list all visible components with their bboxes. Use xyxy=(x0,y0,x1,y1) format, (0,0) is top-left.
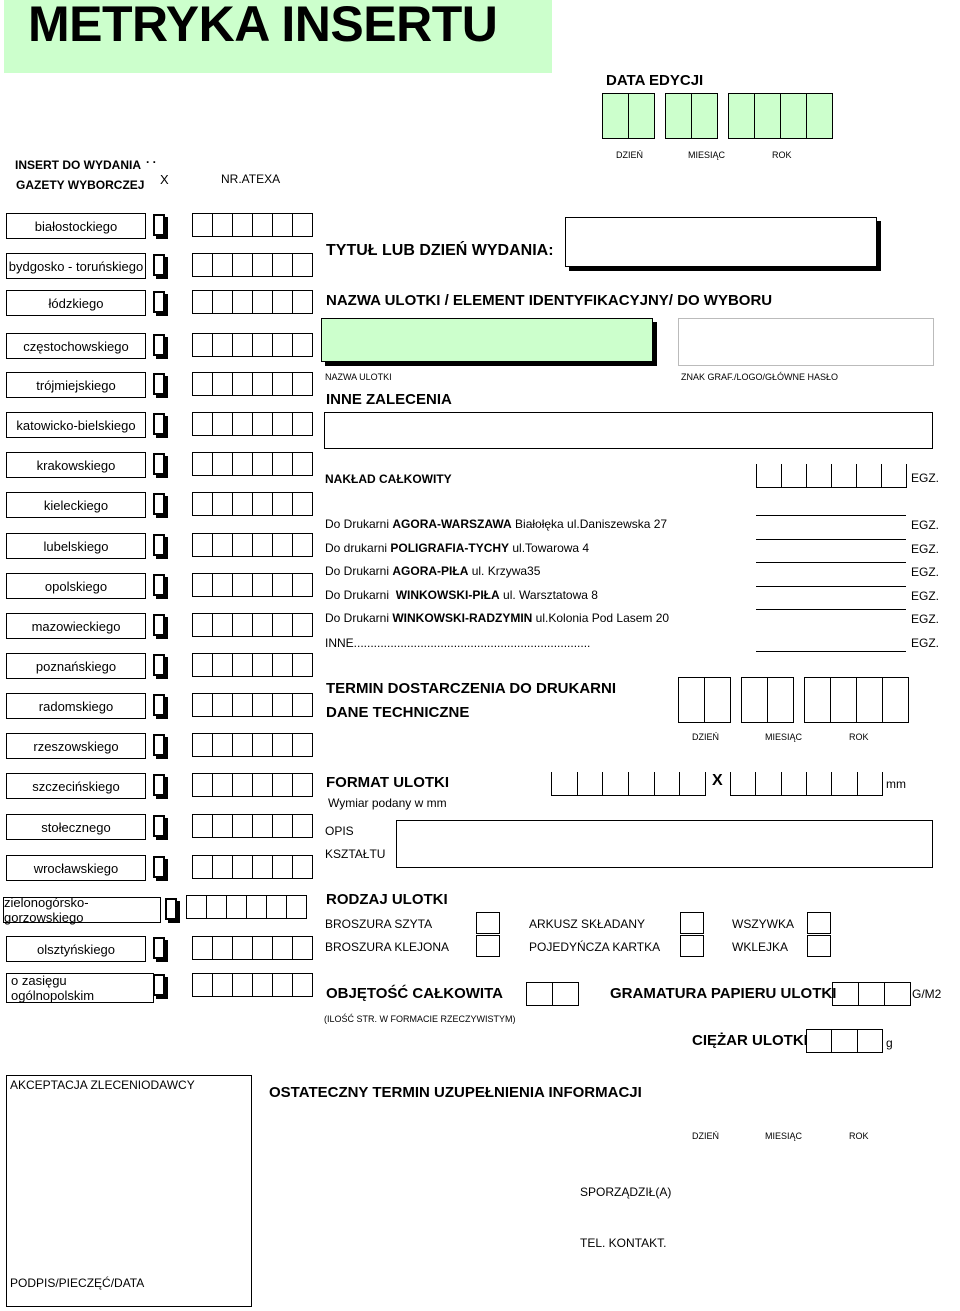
region-quantity-cells[interactable] xyxy=(192,733,312,757)
dane-tech-label: DANE TECHNICZNE xyxy=(326,704,470,721)
termin-year-label: ROK xyxy=(849,732,869,742)
region-label: kieleckiego xyxy=(6,492,146,518)
region-quantity-cells[interactable] xyxy=(192,613,312,637)
opis-label: OPIS xyxy=(325,824,354,838)
naklad-label: NAKŁAD CAŁKOWITY xyxy=(325,472,452,486)
printer-row xyxy=(325,564,540,578)
printer-quantity-field[interactable] xyxy=(756,539,906,540)
region-label: o zasięgu ogólnopolskim xyxy=(6,973,154,1003)
checkbox-wszywka[interactable] xyxy=(807,912,831,934)
region-quantity-cells[interactable] xyxy=(192,253,312,277)
termin-month-label: MIESIĄC xyxy=(765,732,803,742)
ciezar-field[interactable] xyxy=(806,1029,882,1053)
opt-pojedyncza: POJEDYŃCZA KARTKA xyxy=(529,940,661,954)
region-checkbox[interactable] xyxy=(153,654,165,676)
ost-day-label: DZIEŃ xyxy=(692,1131,719,1141)
region-quantity-cells[interactable] xyxy=(192,973,312,997)
region-quantity-cells[interactable] xyxy=(192,814,312,838)
checkbox-wklejka[interactable] xyxy=(807,935,831,957)
printer-quantity-field[interactable] xyxy=(756,562,906,563)
inne-label: INNE....................................................................... xyxy=(325,636,591,650)
printer-name: POLIGRAFIA-TYCHY xyxy=(390,541,510,555)
ostateczny-label: OSTATECZNY TERMIN UZUPEŁNIENIA INFORMACJI xyxy=(269,1084,642,1101)
region-checkbox[interactable] xyxy=(153,453,165,475)
year-label: ROK xyxy=(772,150,792,160)
printer-name: AGORA-PIŁA xyxy=(392,564,469,578)
printer-prefix: Do Drukarni xyxy=(325,588,396,602)
naklad-egz: EGZ. xyxy=(911,471,940,485)
opt-wklejka: WKLEJKA xyxy=(732,940,789,954)
ost-year-label: ROK xyxy=(849,1131,869,1141)
ost-month-label: MIESIĄC xyxy=(765,1131,803,1141)
printer-name: WINKOWSKI-RADZYMIN xyxy=(392,611,533,625)
printer-row xyxy=(325,541,589,555)
region-quantity-cells[interactable] xyxy=(192,533,312,557)
printer-address: ul.Kolonia Pod Lasem 20 xyxy=(532,611,670,625)
printer-prefix: Do Drukarni xyxy=(325,517,393,531)
region-quantity-cells[interactable] xyxy=(192,492,312,516)
region-checkbox[interactable] xyxy=(153,334,165,356)
znak-graf-label: ZNAK GRAF./LOGO/GŁÓWNE HASŁO xyxy=(681,372,839,382)
region-checkbox[interactable] xyxy=(165,898,177,920)
tel-label: TEL. KONTAKT. xyxy=(580,1236,667,1250)
printer-address: Białołęka ul.Daniszewska 27 xyxy=(511,517,668,531)
sporzadzil-label: SPORZĄDZIŁ(A) xyxy=(580,1185,672,1199)
region-quantity-cells[interactable] xyxy=(192,213,312,237)
region-label: wrocławskiego xyxy=(6,855,146,881)
printer-address: ul. Krzywa35 xyxy=(468,564,541,578)
format-x: X xyxy=(712,772,723,789)
printer-name: WINKOWSKI-PIŁA xyxy=(395,588,500,602)
inne-zalecenia-field[interactable] xyxy=(324,412,933,449)
region-checkbox[interactable] xyxy=(153,856,165,878)
region-label: zielonogórsko-gorzowskiego xyxy=(3,897,161,923)
region-quantity-cells[interactable] xyxy=(192,693,312,717)
region-label: katowicko-bielskiego xyxy=(6,412,146,438)
region-label: rzeszowskiego xyxy=(6,733,146,759)
naklad-field[interactable] xyxy=(756,464,906,488)
g-label: g xyxy=(886,1036,893,1050)
region-quantity-cells[interactable] xyxy=(192,372,312,396)
printer-prefix: Do drukarni xyxy=(325,541,391,555)
region-label: poznańskiego xyxy=(6,653,146,679)
printer-row xyxy=(325,611,669,625)
termin-day-label: DZIEŃ xyxy=(692,732,719,742)
region-label: krakowskiego xyxy=(6,452,146,478)
opt-broszura-klejona: BROSZURA KLEJONA xyxy=(325,940,450,954)
region-quantity-cells[interactable] xyxy=(192,653,312,677)
region-label: trójmiejskiego xyxy=(6,372,146,398)
printer-prefix: Do Drukarni xyxy=(325,611,393,625)
ksztaltu-label: KSZTAŁTU xyxy=(325,847,386,861)
checkbox-broszura-szyta[interactable] xyxy=(476,912,500,934)
region-label: radomskiego xyxy=(6,693,146,719)
akceptacja-box[interactable] xyxy=(6,1075,252,1307)
region-quantity-cells[interactable] xyxy=(192,773,312,797)
nazwa-ulotki-label: NAZWA ULOTKI xyxy=(325,372,392,382)
printer-quantity-field[interactable] xyxy=(756,586,906,587)
printer-egz: EGZ. xyxy=(911,542,940,556)
region-checkbox[interactable] xyxy=(153,373,165,395)
tytul-field[interactable] xyxy=(565,217,877,267)
nazwa-ulotki-header: NAZWA ULOTKI / ELEMENT IDENTYFIKACYJNY/ DO WYBORU xyxy=(326,292,773,309)
region-checkbox[interactable] xyxy=(153,614,165,636)
region-label: lubelskiego xyxy=(6,533,146,559)
checkbox-broszura-klejona[interactable] xyxy=(476,935,500,957)
day-label: DZIEŃ xyxy=(616,150,643,160)
inne-field[interactable] xyxy=(756,651,906,652)
region-label: stołecznego xyxy=(6,814,146,840)
region-quantity-cells[interactable] xyxy=(192,936,312,960)
gramatura-label: GRAMATURA PAPIERU ULOTKI xyxy=(610,985,837,1002)
region-quantity-cells[interactable] xyxy=(192,573,312,597)
region-checkbox[interactable] xyxy=(153,493,165,515)
region-checkbox[interactable] xyxy=(153,214,165,236)
akceptacja-label: AKCEPTACJA ZLECENIODAWCY xyxy=(10,1078,195,1092)
region-label: bydgosko - toruńskiego xyxy=(6,253,146,279)
printer-row xyxy=(325,517,667,531)
printer-row xyxy=(325,588,598,602)
page-title: METRYKA INSERTU xyxy=(28,0,498,52)
printer-egz: EGZ. xyxy=(911,518,940,532)
region-checkbox[interactable] xyxy=(153,774,165,796)
wymiar-label: Wymiar podany w mm xyxy=(328,796,447,810)
insert-label-2: GAZETY WYBORCZEJ xyxy=(16,178,145,192)
region-label: białostockiego xyxy=(6,213,146,239)
format-width-field[interactable] xyxy=(551,772,705,796)
region-label: opolskiego xyxy=(6,573,146,599)
region-quantity-cells[interactable] xyxy=(192,412,312,436)
opt-arkusz: ARKUSZ SKŁADANY xyxy=(529,917,646,931)
region-label: mazowieckiego xyxy=(6,613,146,639)
ciezar-label: CIĘŻAR ULOTKI xyxy=(692,1032,808,1049)
printer-name: AGORA-WARSZAWA xyxy=(392,517,512,531)
printer-egz: EGZ. xyxy=(911,589,940,603)
region-checkbox[interactable] xyxy=(153,534,165,556)
rodzaj-label: RODZAJ ULOTKI xyxy=(326,891,448,908)
region-checkbox[interactable] xyxy=(153,694,165,716)
region-label: łódzkiego xyxy=(6,290,146,316)
month-label: MIESIĄC xyxy=(688,150,726,160)
region-checkbox[interactable] xyxy=(153,937,165,959)
region-quantity-cells[interactable] xyxy=(192,452,312,476)
insert-dots: . . xyxy=(146,152,157,166)
region-checkbox[interactable] xyxy=(153,291,165,313)
region-checkbox[interactable] xyxy=(153,734,165,756)
insert-label-1: INSERT DO WYDANIA xyxy=(15,158,141,172)
gramatura-field[interactable] xyxy=(832,982,910,1006)
region-quantity-cells[interactable] xyxy=(186,895,306,919)
region-label: częstochowskiego xyxy=(6,333,146,359)
data-edycji-cells[interactable] xyxy=(602,93,832,139)
nr-atexa-label: NR.ATEXA xyxy=(221,172,281,186)
nazwa-ulotki-field[interactable] xyxy=(321,318,653,362)
znak-graf-field[interactable] xyxy=(678,318,934,366)
checkbox-pojedyncza[interactable] xyxy=(680,935,704,957)
opt-wszywka: WSZYWKA xyxy=(732,917,794,931)
region-checkbox[interactable] xyxy=(153,574,165,596)
gm2-label: G/M2 xyxy=(912,987,942,1001)
insert-x: X xyxy=(160,172,169,187)
opt-broszura-szyta: BROSZURA SZYTA xyxy=(325,917,433,931)
region-label: olsztyńskiego xyxy=(6,936,146,962)
printer-address: ul.Towarowa 4 xyxy=(509,541,590,555)
format-height-field[interactable] xyxy=(730,772,882,796)
region-checkbox[interactable] xyxy=(153,974,165,996)
termin-label: TERMIN DOSTARCZENIA DO DRUKARNI xyxy=(326,680,616,697)
inne-zalecenia-label: INNE ZALECENIA xyxy=(326,391,452,408)
objetosc-field[interactable] xyxy=(526,982,578,1006)
printer-quantity-field[interactable] xyxy=(756,515,906,516)
printer-egz: EGZ. xyxy=(911,565,940,579)
region-quantity-cells[interactable] xyxy=(192,290,312,314)
data-edycji-label: DATA EDYCJI xyxy=(606,72,704,89)
region-quantity-cells[interactable] xyxy=(192,333,312,357)
checkbox-arkusz[interactable] xyxy=(680,912,704,934)
podpis-label: PODPIS/PIECZĘĆ/DATA xyxy=(10,1276,145,1290)
objetosc-label: OBJĘTOŚĆ CAŁKOWITA xyxy=(326,985,503,1002)
region-quantity-cells[interactable] xyxy=(192,855,312,879)
region-label: szczecińskiego xyxy=(6,773,146,799)
opis-field[interactable] xyxy=(396,820,933,868)
region-checkbox[interactable] xyxy=(153,413,165,435)
ilosc-label: (ILOŚĆ STR. W FORMACIE RZECZYWISTYM) xyxy=(324,1014,516,1024)
termin-cells[interactable] xyxy=(678,677,908,723)
inne-egz: EGZ. xyxy=(911,636,940,650)
format-label: FORMAT ULOTKI xyxy=(326,774,450,791)
region-checkbox[interactable] xyxy=(153,254,165,276)
printer-egz: EGZ. xyxy=(911,612,940,626)
printer-quantity-field[interactable] xyxy=(756,609,906,610)
region-checkbox[interactable] xyxy=(153,815,165,837)
printer-address: ul. Warsztatowa 8 xyxy=(499,588,598,602)
mm-label: mm xyxy=(886,777,906,791)
printer-prefix: Do Drukarni xyxy=(325,564,393,578)
tytul-label: TYTUŁ LUB DZIEŃ WYDANIA: xyxy=(326,242,554,259)
